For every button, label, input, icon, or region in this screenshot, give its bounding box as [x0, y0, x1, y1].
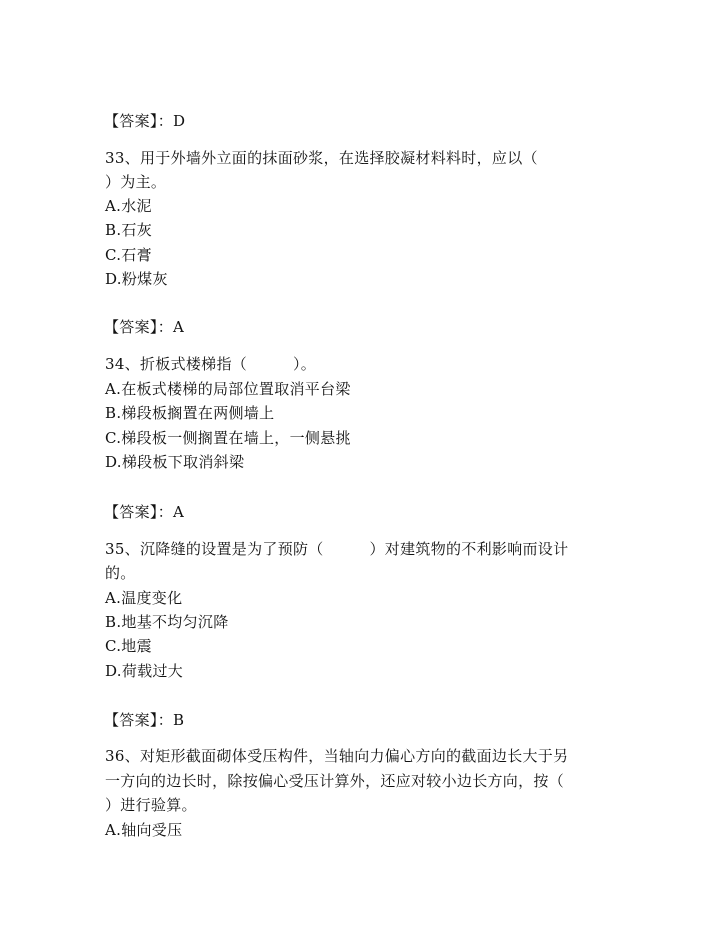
question-36-stem-line2: 一方向的边长时，除按偏心受压计算外，还应对较小边长方向，按（	[105, 772, 565, 790]
question-35-option-a: A.温度变化	[105, 589, 183, 607]
question-34-option-d: D.梯段板下取消斜梁	[105, 453, 245, 471]
question-33-stem-line1: 33、用于外墙外立面的抹面砂浆，在选择胶凝材料料时，应以（	[105, 149, 538, 167]
question-33-option-a: A.水泥	[105, 197, 152, 215]
question-34-option-c: C.梯段板一侧搁置在墙上，一侧悬挑	[105, 429, 351, 447]
question-34-stem-line1: 34、折板式楼梯指（ ）。	[105, 355, 317, 373]
answer-label-q32: 【答案】：D	[104, 112, 186, 130]
question-34-option-b: B.梯段板搁置在两侧墙上	[105, 404, 275, 422]
question-34-option-a: A.在板式楼梯的局部位置取消平台梁	[105, 380, 351, 398]
question-33-option-c: C.石膏	[105, 246, 152, 264]
answer-label-q35: 【答案】：B	[104, 711, 185, 729]
question-35-option-d: D.荷载过大	[105, 662, 184, 680]
question-33-option-b: B.石灰	[105, 221, 152, 239]
answer-label-q34: 【答案】：A	[104, 503, 185, 521]
answer-label-q33: 【答案】：A	[104, 318, 185, 336]
question-33-stem-line2: ）为主。	[105, 173, 167, 191]
question-35-option-c: C.地震	[105, 637, 152, 655]
question-36-option-a: A.轴向受压	[105, 821, 183, 839]
question-35-stem-line2: 的。	[105, 564, 136, 582]
question-33-option-d: D.粉煤灰	[105, 270, 168, 288]
question-36-stem-line1: 36、对矩形截面砌体受压构件，当轴向力偏心方向的截面边长大于另	[105, 747, 569, 765]
question-35-stem-line1: 35、沉降缝的设置是为了预防（ ）对建筑物的不利影响而设计	[105, 540, 569, 558]
question-35-option-b: B.地基不均匀沉降	[105, 613, 229, 631]
question-36-stem-line3: ）进行验算。	[105, 796, 197, 814]
